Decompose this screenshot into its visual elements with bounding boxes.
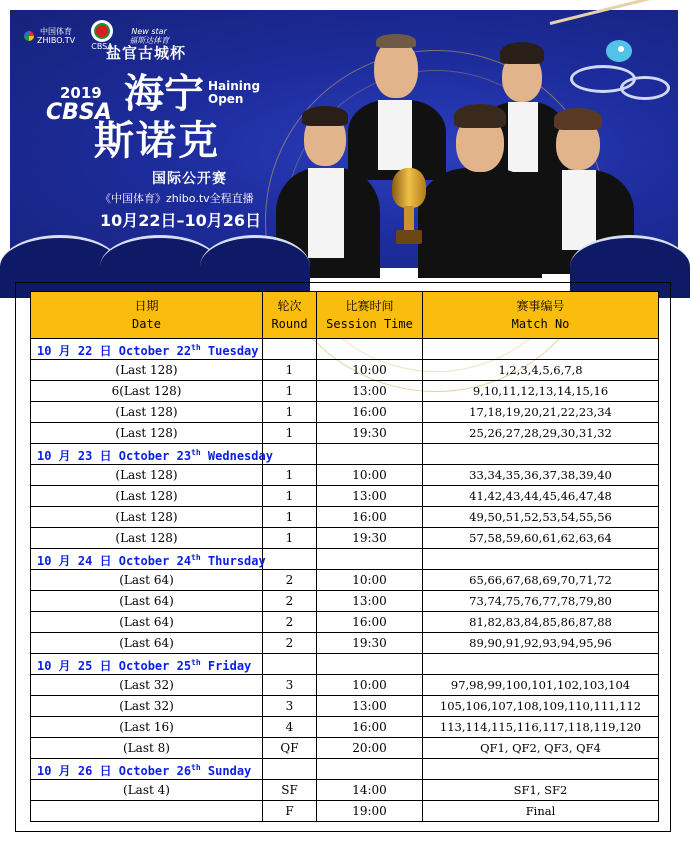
table-row [31,507,659,528]
time-cell: 19:30 [317,423,423,444]
stage-cell: (Last 64) [31,633,263,654]
stage-cell: (Last 32) [31,675,263,696]
round-cell: 3 [263,696,317,717]
round-cell: SF [263,780,317,801]
event-title-snooker: 斯诺克 [94,118,220,164]
match-cell: 9,10,11,12,13,14,15,16 [423,381,659,402]
time-cell: 10:00 [317,465,423,486]
header-round: 轮次 Round [263,292,317,339]
round-cell: 1 [263,360,317,381]
event-org: CBSA [46,100,112,125]
round-cell: 1 [263,507,317,528]
day-header-row [31,759,659,780]
empty-cell [263,654,317,675]
empty-cell [423,444,659,465]
header-match-no: 赛事编号 Match No [423,292,659,339]
round-cell: 2 [263,633,317,654]
empty-cell [423,759,659,780]
day-header-row [31,444,659,465]
empty-cell [317,549,423,570]
table-row [31,360,659,381]
match-cell: 113,114,115,116,117,118,119,120 [423,717,659,738]
time-cell: 16:00 [317,402,423,423]
time-cell: 16:00 [317,612,423,633]
time-cell: 20:00 [317,738,423,759]
time-cell: 16:00 [317,507,423,528]
event-title-haining: 海宁 [124,71,204,117]
stage-cell: (Last 128) [31,486,263,507]
stage-cell: (Last 32) [31,696,263,717]
table-row [31,780,659,801]
match-cell: 1,2,3,4,5,6,7,8 [423,360,659,381]
event-dates: 10月22日–10月26日 [100,211,262,230]
stage-cell [31,801,263,822]
stage-cell: (Last 128) [31,360,263,381]
round-cell: 1 [263,423,317,444]
match-cell: QF1, QF2, QF3, QF4 [423,738,659,759]
match-cell: 97,98,99,100,101,102,103,104 [423,675,659,696]
table-row [31,486,659,507]
cbsa-emblem-icon [91,20,113,42]
day-date-suffix: th [191,552,201,562]
empty-cell [317,654,423,675]
table-row [31,696,659,717]
day-header-row [31,654,659,675]
round-cell: 1 [263,465,317,486]
schedule-body [31,339,659,822]
time-cell: 10:00 [317,675,423,696]
table-row [31,402,659,423]
round-cell: 2 [263,570,317,591]
table-row [31,801,659,822]
day-weekday: Wednesday [207,448,273,463]
table-row [31,675,659,696]
empty-cell [263,339,317,360]
time-cell: 13:00 [317,486,423,507]
empty-cell [423,654,659,675]
table-row [31,465,659,486]
header-date: 日期 Date [31,292,263,339]
day-label [31,549,266,570]
table-row [31,528,659,549]
round-cell: 2 [263,612,317,633]
day-label [31,444,273,465]
stage-cell: (Last 16) [31,717,263,738]
day-date: 10 月 25 日 October 25 [37,658,192,673]
empty-cell [263,549,317,570]
player-figure [418,94,542,274]
table-row [31,381,659,402]
match-cell: 25,26,27,28,29,30,31,32 [423,423,659,444]
table-row [31,423,659,444]
stage-cell: 6(Last 128) [31,381,263,402]
stage-cell: (Last 64) [31,591,263,612]
schedule-table [30,291,659,822]
cloud-decoration [620,76,670,100]
match-cell: 89,90,91,92,93,94,95,96 [423,633,659,654]
round-cell: 1 [263,528,317,549]
time-cell: 10:00 [317,360,423,381]
empty-cell [317,444,423,465]
match-cell: 17,18,19,20,21,22,23,34 [423,402,659,423]
round-cell: 1 [263,486,317,507]
day-date: 10 月 23 日 October 23 [37,448,192,463]
time-cell: 19:30 [317,528,423,549]
round-cell: 3 [263,675,317,696]
day-date: 10 月 22 日 October 22 [37,343,192,358]
day-header-row [31,549,659,570]
cue-stick-decoration [550,0,677,25]
day-weekday: Thursday [207,553,266,568]
event-banner [10,10,678,268]
time-cell: 16:00 [317,717,423,738]
match-cell: 49,50,51,52,53,54,55,56 [423,507,659,528]
stage-cell: (Last 64) [31,612,263,633]
day-weekday: Tuesday [207,343,259,358]
event-sponsor: 盐官古城杯 [106,44,187,62]
round-cell: 1 [263,402,317,423]
event-year: 2019 [60,84,102,102]
time-cell: 13:00 [317,591,423,612]
day-label [31,759,263,780]
match-cell: 73,74,75,76,77,78,79,80 [423,591,659,612]
event-title-english: Haining Open [208,79,261,106]
round-cell: 2 [263,591,317,612]
table-row [31,612,659,633]
match-cell: 57,58,59,60,61,62,63,64 [423,528,659,549]
match-cell: SF1, SF2 [423,780,659,801]
event-title-open: 国际公开赛 [152,171,227,187]
table-row [31,738,659,759]
empty-cell [317,339,423,360]
match-cell: 41,42,43,44,45,46,47,48 [423,486,659,507]
stage-cell: (Last 128) [31,402,263,423]
table-row [31,570,659,591]
day-weekday: Friday [207,658,252,673]
logo-text: New star 福斯达体育 [129,26,170,45]
day-date: 10 月 26 日 October 26 [37,763,192,778]
empty-cell [423,339,659,360]
day-date: 10 月 24 日 October 24 [37,553,192,568]
day-date-suffix: th [191,342,201,352]
logo-text: CBSA [91,42,113,51]
day-date-suffix: th [191,447,201,457]
stage-cell: (Last 128) [31,423,263,444]
empty-cell [317,759,423,780]
time-cell: 10:00 [317,570,423,591]
table-row [31,717,659,738]
stage-cell: (Last 4) [31,780,263,801]
time-cell: 13:00 [317,381,423,402]
match-cell: 105,106,107,108,109,110,111,112 [423,696,659,717]
time-cell: 14:00 [317,780,423,801]
day-weekday: Sunday [207,763,252,778]
stage-cell: (Last 128) [31,507,263,528]
time-cell: 13:00 [317,696,423,717]
stage-cell: (Last 128) [31,465,263,486]
stage-cell: (Last 8) [31,738,263,759]
logo-text: 中国体育 ZHIBO.TV [37,26,76,45]
round-cell: QF [263,738,317,759]
match-cell: 65,66,67,68,69,70,71,72 [423,570,659,591]
trophy-icon [392,168,426,248]
mascot-icon [600,34,638,64]
match-cell: 81,82,83,84,85,86,87,88 [423,612,659,633]
table-header-row [31,292,659,339]
table-row [31,633,659,654]
round-cell: F [263,801,317,822]
empty-cell [263,759,317,780]
day-header-row [31,339,659,360]
time-cell: 19:30 [317,633,423,654]
stage-cell: (Last 128) [31,528,263,549]
day-date-suffix: th [191,762,201,772]
day-label [31,339,263,360]
broadcast-info: 《中国体育》zhibo.tv全程直播 [100,192,254,205]
time-cell: 19:00 [317,801,423,822]
round-cell: 4 [263,717,317,738]
round-cell: 1 [263,381,317,402]
table-row [31,591,659,612]
empty-cell [423,549,659,570]
zhibo-tv-icon [24,31,34,41]
day-label [31,654,263,675]
header-session-time: 比赛时间 Session Time [317,292,423,339]
zhibo-tv-logo [24,27,75,45]
match-cell: Final [423,801,659,822]
stage-cell: (Last 64) [31,570,263,591]
day-date-suffix: th [191,657,201,667]
match-cell: 33,34,35,36,37,38,39,40 [423,465,659,486]
